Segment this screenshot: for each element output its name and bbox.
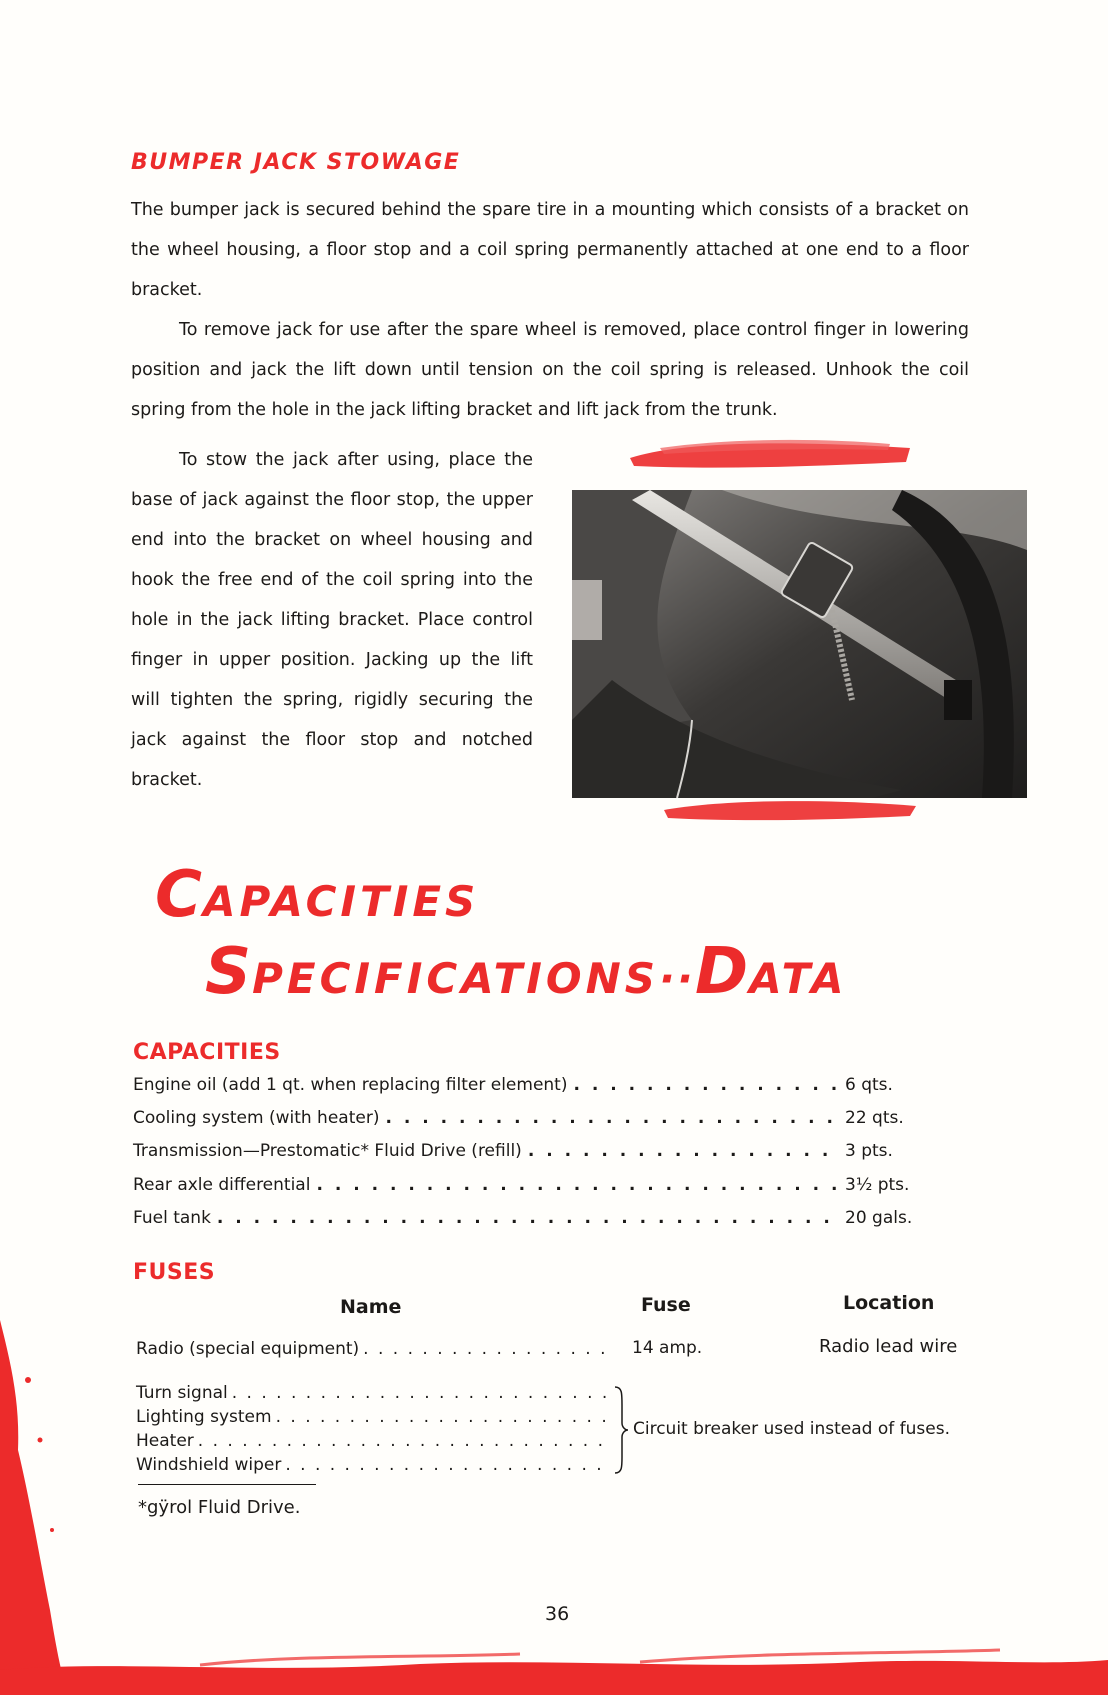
leader-dots bbox=[316, 1175, 839, 1195]
fuse-location: Radio lead wire bbox=[819, 1336, 958, 1357]
title-initial-s: S bbox=[205, 935, 253, 1009]
section-heading-bumper-jack: BUMPER JACK STOWAGE bbox=[131, 150, 461, 175]
title-line2b-rest: ATA bbox=[749, 954, 848, 1003]
page-number: 36 bbox=[545, 1603, 570, 1625]
capacity-label: Transmission—Prestomatic* Fluid Drive (refill) bbox=[133, 1141, 522, 1161]
capacity-label: Rear axle differential bbox=[133, 1175, 311, 1195]
paint-splash-bottom bbox=[0, 1640, 1108, 1695]
title-initial-d: D bbox=[694, 935, 750, 1009]
section-heading-capacities: CAPACITIES bbox=[133, 1040, 281, 1065]
leader-dots bbox=[276, 1407, 606, 1427]
trunk-jack-photo bbox=[572, 490, 1027, 798]
leader-dots bbox=[528, 1141, 839, 1161]
paint-splash-left bbox=[0, 1300, 70, 1695]
title-initial-c: C bbox=[155, 858, 203, 932]
paragraph-jack-removal: To remove jack for use after the spare wheel is removed, place control finger in lowering position and jack the lift down until tension on the coil spring is released. Unhook the coil spring from the hole in the jack lifting bracket and lift jack from the trunk. bbox=[131, 320, 969, 420]
fuse-name: Turn signal bbox=[136, 1383, 228, 1403]
brush-stroke-top bbox=[620, 436, 920, 476]
column-header-name: Name bbox=[340, 1296, 402, 1318]
fuse-row bbox=[136, 1407, 606, 1427]
capacity-value: 20 gals. bbox=[845, 1208, 913, 1228]
column-header-fuse: Fuse bbox=[641, 1294, 691, 1316]
footnote: *gÿrol Fluid Drive. bbox=[138, 1497, 301, 1518]
capacity-row bbox=[133, 1075, 923, 1105]
fuse-row-radio bbox=[136, 1339, 606, 1359]
capacity-value: 3½ pts. bbox=[845, 1175, 910, 1195]
capacity-label: Cooling system (with heater) bbox=[133, 1108, 380, 1128]
fuse-name: Lighting system bbox=[136, 1407, 272, 1427]
footnote-rule bbox=[138, 1484, 316, 1485]
fuse-name: Windshield wiper bbox=[136, 1455, 282, 1475]
title-separator: ·· bbox=[659, 954, 695, 1003]
section-heading-fuses: FUSES bbox=[133, 1260, 216, 1285]
leader-dots bbox=[198, 1431, 606, 1451]
leader-dots bbox=[363, 1339, 606, 1359]
column-header-location: Location bbox=[843, 1292, 935, 1314]
capacity-value: 22 qts. bbox=[845, 1108, 904, 1128]
leader-dots bbox=[385, 1108, 839, 1128]
title-line1-rest: APACITIES bbox=[202, 877, 480, 926]
fuse-rating: 14 amp. bbox=[632, 1338, 703, 1358]
paragraph-jack-mounting bbox=[131, 190, 969, 310]
capacity-row bbox=[133, 1108, 923, 1138]
brace-symbol bbox=[612, 1385, 630, 1475]
capacity-label: Fuel tank bbox=[133, 1208, 211, 1228]
leader-dots bbox=[573, 1075, 839, 1095]
paragraph-jack-stowing: To stow the jack after using, place the base of jack against the floor stop, the upper end into the bracket on wheel housing and hook the free end of the coil spring into the hole in the jack lifting bracket. Place control finger in upper position. Jacking up the lift will tighten the spring, rigidly securing the jack against the floor stop and notched bracket. bbox=[131, 450, 533, 790]
circuit-breaker-note: Circuit breaker used instead of fuses. bbox=[633, 1419, 950, 1439]
fuse-row bbox=[136, 1383, 606, 1403]
capacity-row bbox=[133, 1141, 923, 1171]
title-specifications-data bbox=[205, 935, 847, 1009]
leader-dots bbox=[232, 1383, 606, 1403]
fuse-row bbox=[136, 1455, 606, 1475]
leader-dots bbox=[285, 1455, 606, 1475]
capacity-row bbox=[133, 1208, 923, 1238]
title-capacities bbox=[155, 858, 479, 932]
fuse-row bbox=[136, 1431, 606, 1451]
fuse-name: Radio (special equipment) bbox=[136, 1339, 360, 1359]
fuse-name: Heater bbox=[136, 1431, 194, 1451]
paragraph-1-text: The bumper jack is secured behind the spare tire in a mounting which consists of a bracket on the wheel housing, a floor stop and a coil spring permanently attached at one end to a floor bracket. bbox=[131, 200, 969, 300]
title-line2-rest: PECIFICATIONS bbox=[252, 954, 660, 1003]
brush-stroke-bottom bbox=[660, 796, 920, 826]
capacity-value: 3 pts. bbox=[845, 1141, 893, 1161]
leader-dots bbox=[217, 1208, 839, 1228]
capacity-row bbox=[133, 1175, 923, 1205]
capacity-label: Engine oil (add 1 qt. when replacing filter element) bbox=[133, 1075, 568, 1095]
capacity-value: 6 qts. bbox=[845, 1075, 893, 1095]
